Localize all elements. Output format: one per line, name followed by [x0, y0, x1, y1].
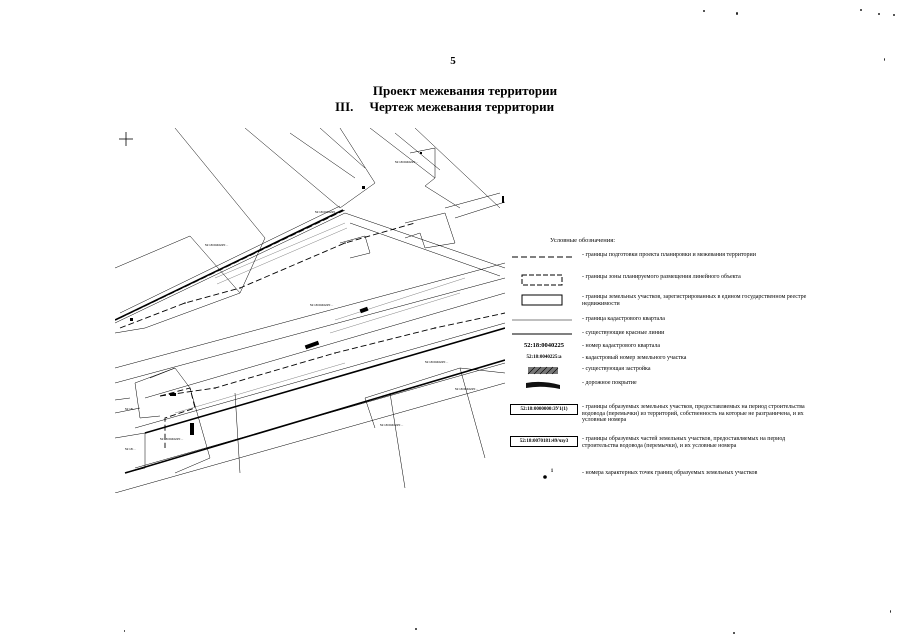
parcel-labels [125, 160, 479, 451]
svg-text:52:18:0040225:...: 52:18:0040225:... [455, 387, 479, 391]
legend-item-text: - дорожное покрытие [582, 380, 637, 386]
scan-speck [124, 630, 125, 632]
scan-speck [893, 14, 895, 16]
formed-parcel-sample: 52:18:0000000:ЗУ1(1) [510, 404, 578, 415]
dashed-rect-icon [510, 274, 578, 292]
svg-text:52:18:0040225:...: 52:18:0040225:... [310, 303, 334, 307]
survey-map [115, 128, 505, 493]
page-number: 5 [450, 55, 456, 67]
block-number-sample: 52:18:0040225 [523, 342, 565, 349]
scan-speck [703, 10, 705, 12]
svg-text:52:18:...: 52:18:... [125, 447, 136, 451]
point-number-sample: 1 [550, 469, 554, 474]
legend-item-placement-zone [510, 274, 810, 294]
section-title: Чертеж межевания территории [369, 99, 555, 114]
formed-part-sample: 52:18:0070181:49/чзу3 [510, 436, 578, 447]
road-icon [510, 380, 578, 398]
legend-item-formed-parcel-parts [510, 436, 810, 464]
dashed-line-icon [510, 252, 578, 270]
scan-speck [733, 632, 735, 634]
svg-text:52:18:...: 52:18:... [125, 407, 136, 411]
solid-rect-icon [510, 294, 578, 312]
legend-item-registered-parcels [510, 294, 810, 314]
scan-speck [736, 12, 738, 15]
red-lines [115, 210, 505, 473]
legend-item-planning-boundary [510, 252, 810, 272]
scan-speck [878, 13, 880, 15]
parcel-number-sample: 52:18:0040225:a [526, 355, 562, 360]
section-number: III. [335, 99, 354, 114]
svg-text:52:18:0040225:...: 52:18:0040225:... [395, 160, 419, 164]
scan-speck [860, 9, 862, 11]
legend-item-text: - границы образуемых частей земельных участков, предоставляемых на период строительства водовода (перемычки), и их условные номера [582, 436, 786, 449]
legend-item-text: - номер кадастрового квартала [582, 343, 661, 349]
section-heading [335, 99, 554, 115]
svg-text:52:18:0040225:...: 52:18:0040225:... [205, 243, 229, 247]
legend-item-text: - существующие красные линии [582, 330, 665, 336]
legend-item-text: - номера характерных точек границ образуемых земельных участков [582, 470, 758, 476]
legend-item-text: - границы зоны планируемого размещения линейного объекта [582, 274, 741, 280]
point-icon [510, 470, 578, 488]
legend-item-text: - граница кадастрового квартала [582, 316, 665, 322]
legend-item-characteristic-points [510, 470, 810, 490]
document-title: Проект межевания территории [372, 83, 558, 98]
coordinate-cross-icon [119, 132, 133, 146]
legend-item-text: - границы земельных участков, зарегистрированных в едином государственном реестре недвижимости [582, 294, 807, 307]
svg-text:52:18:0040225: 52:18:0040225 [315, 210, 336, 214]
legend-title: Условные обозначения: [550, 237, 616, 244]
legend-item-text: - кадастровый номер земельного участка [582, 355, 687, 361]
svg-text:52:18:0040225:...: 52:18:0040225:... [380, 423, 404, 427]
svg-text:52:18:0040225:...: 52:18:0040225:... [425, 360, 449, 364]
legend-item-road-surface [510, 380, 810, 400]
svg-text:52:18:0040225:...: 52:18:0040225:... [160, 437, 184, 441]
legend-item-text: - границы подготовки проекта планировки и межевания территории [582, 252, 756, 258]
scan-speck [890, 610, 891, 613]
legend-item-text: - существующая застройка [582, 366, 651, 372]
scan-speck [415, 628, 417, 630]
legend-item-formed-parcels [510, 404, 810, 432]
scan-speck [884, 58, 885, 61]
legend-item-text: - границы образуемых земельных участков, предоставляемых на период строительства водовода (перемычки) из территорий, собственность на которые не разграничена, и их условные номера [582, 404, 805, 423]
